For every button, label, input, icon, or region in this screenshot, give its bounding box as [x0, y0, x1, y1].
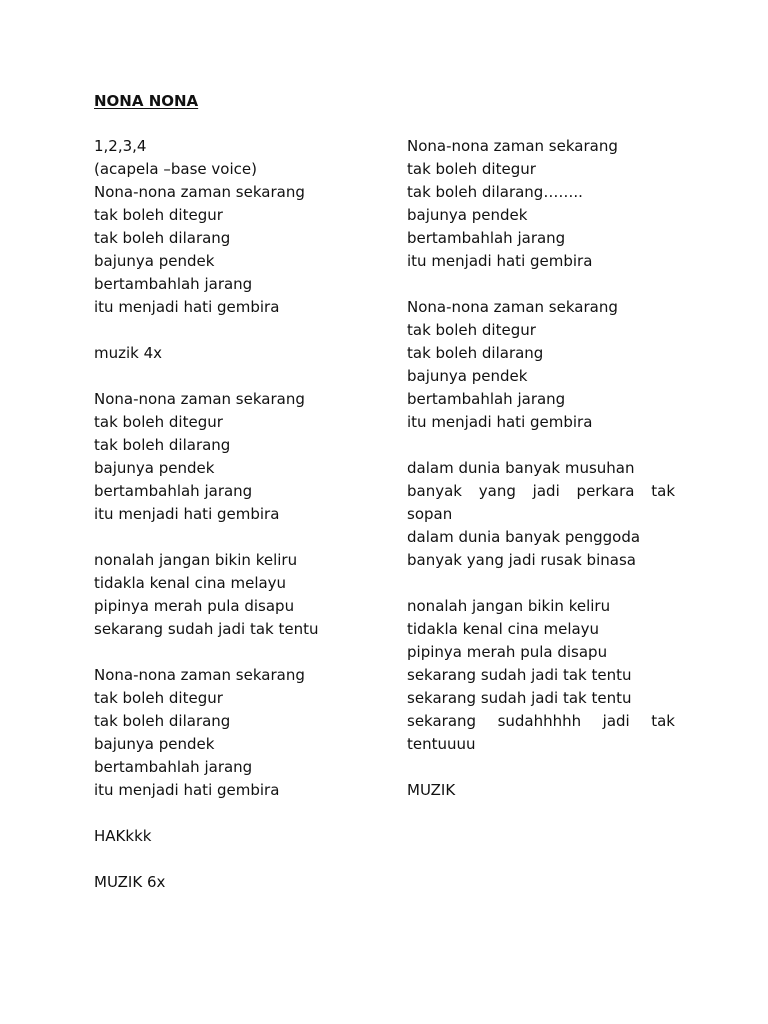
lyric-line: muzik 4x	[94, 344, 163, 362]
lyric-line: bajunya pendek	[407, 206, 528, 224]
stanza	[94, 871, 394, 894]
lyric-line: MUZIK 6x	[94, 873, 166, 891]
lyric-line: bertambahlah jarang	[94, 275, 253, 293]
lyric-line: banyak yang jadi rusak binasa	[407, 551, 636, 569]
stanza	[407, 135, 675, 273]
lyric-line: sekarang sudahhhhh jadi tak	[407, 712, 675, 730]
lyric-line: bertambahlah jarang	[94, 482, 253, 500]
lyric-line: pipinya merah pula disapu	[407, 643, 608, 661]
lyric-line: itu menjadi hati gembira	[94, 298, 280, 316]
lyric-line: pipinya merah pula disapu	[94, 597, 295, 615]
lyric-line: tak boleh ditegur	[407, 321, 536, 339]
stanza	[94, 664, 394, 802]
lyric-line: tak boleh dilarang	[94, 712, 231, 730]
lyric-line: tak boleh ditegur	[94, 413, 223, 431]
lyric-line: dalam dunia banyak musuhan	[407, 459, 635, 477]
lyric-line: Nona-nona zaman sekarang	[94, 666, 305, 684]
lyric-line: sopan	[407, 505, 453, 523]
lyric-line: bertambahlah jarang	[407, 390, 566, 408]
lyric-line: itu menjadi hati gembira	[94, 781, 280, 799]
lyric-line: dalam dunia banyak penggoda	[407, 528, 641, 546]
lyric-line: (acapela –base voice)	[94, 160, 257, 178]
lyric-line: sekarang sudah jadi tak tentu	[407, 689, 632, 707]
lyric-line: sekarang sudah jadi tak tentu	[94, 620, 319, 638]
lyric-line: Nona-nona zaman sekarang	[94, 390, 305, 408]
lyric-line: HAKkkk	[94, 827, 152, 845]
stanza	[94, 342, 394, 365]
lyric-line: Nona-nona zaman sekarang	[407, 137, 618, 155]
lyric-line: bertambahlah jarang	[407, 229, 566, 247]
lyric-line: sekarang sudah jadi tak tentu	[407, 666, 632, 684]
lyric-line: bajunya pendek	[94, 252, 215, 270]
stanza	[407, 296, 675, 434]
lyric-line: 1,2,3,4	[94, 137, 147, 155]
lyric-line: nonalah jangan bikin keliru	[407, 597, 611, 615]
lyric-line: itu menjadi hati gembira	[407, 413, 593, 431]
stanza	[407, 779, 675, 802]
lyric-line: tak boleh dilarang	[94, 436, 231, 454]
lyric-line: tak boleh dilarang	[94, 229, 231, 247]
lyric-line: bajunya pendek	[94, 735, 215, 753]
stanza	[407, 595, 675, 756]
stanza	[94, 135, 394, 319]
lyric-line: Nona-nona zaman sekarang	[407, 298, 618, 316]
lyric-line: itu menjadi hati gembira	[94, 505, 280, 523]
lyric-line: banyak yang jadi perkara tak	[407, 482, 675, 500]
lyric-line: nonalah jangan bikin keliru	[94, 551, 298, 569]
right-column	[407, 135, 675, 825]
lyric-line: tentuuuu	[407, 735, 476, 753]
stanza	[94, 549, 394, 641]
stanza	[94, 388, 394, 526]
lyric-line: Nona-nona zaman sekarang	[94, 183, 305, 201]
lyric-line: tidakla kenal cina melayu	[407, 620, 600, 638]
song-title: NONA NONA	[94, 92, 199, 110]
stanza	[94, 825, 394, 848]
lyric-line: tak boleh ditegur	[94, 206, 223, 224]
lyric-line: bajunya pendek	[407, 367, 528, 385]
lyric-line: itu menjadi hati gembira	[407, 252, 593, 270]
lyric-line: bertambahlah jarang	[94, 758, 253, 776]
lyric-line: tak boleh dilarang	[407, 344, 544, 362]
lyric-line: tak boleh ditegur	[94, 689, 223, 707]
left-column	[94, 135, 394, 917]
stanza	[407, 457, 675, 572]
lyric-line: tak boleh dilarang……..	[407, 183, 583, 201]
lyric-line: tak boleh ditegur	[407, 160, 536, 178]
lyric-line: MUZIK	[407, 781, 456, 799]
lyric-line: tidakla kenal cina melayu	[94, 574, 287, 592]
lyric-line: bajunya pendek	[94, 459, 215, 477]
